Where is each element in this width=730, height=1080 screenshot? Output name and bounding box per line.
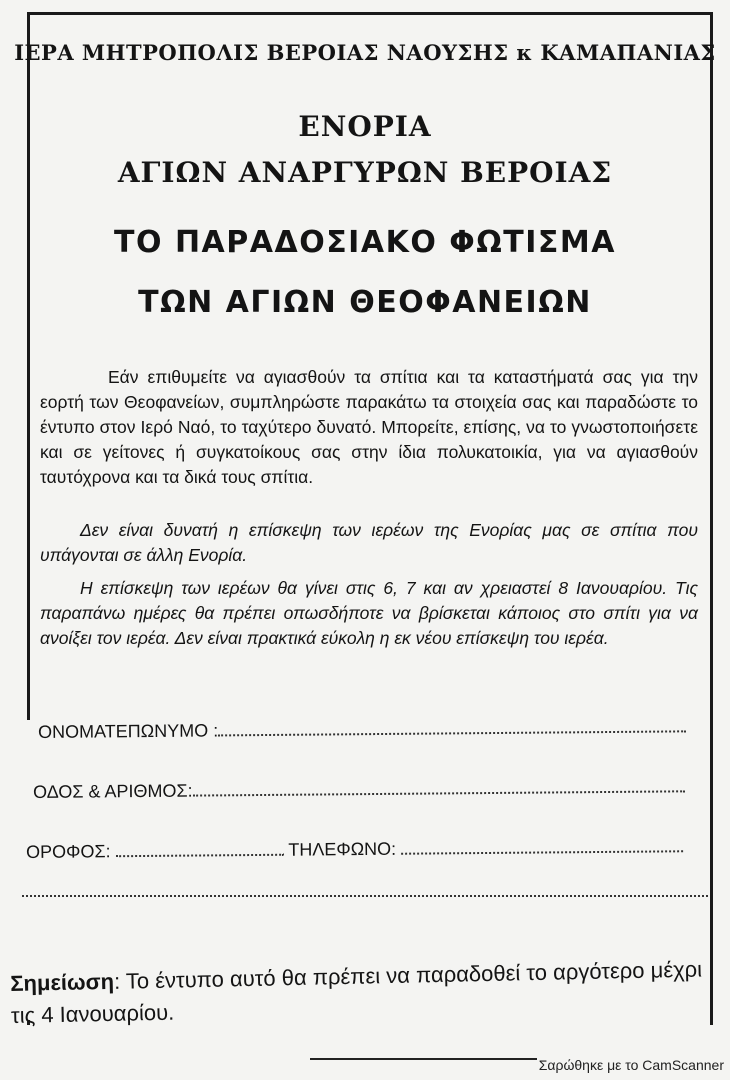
street-label: ΟΔΟΣ & ΑΡΙΘΜΟΣ: [33, 780, 193, 802]
floor-blank[interactable] [116, 844, 284, 857]
extra-blank-line[interactable] [22, 895, 708, 897]
name-blank[interactable] [218, 720, 686, 736]
intro-paragraph: Εάν επιθυμείτε να αγιασθούν τα σπίτια και τα καταστήματά σας για την εορτή των Θεοφανείων, συμπληρώστε παρακάτω τα στοιχεία σας και παραδώστε το έντυπο στον Ιερό Ναό, το ταχύτερο δυνατό. Μπορείτε, επίσης, να το γνωστοποιήσετε και σε γείτονες ή συγκατοίκους σας στην ίδια πολυκατοικία, για να αγιασθούν ταυτόχρονα και τα δικά τους σπίτια. [40, 367, 698, 487]
scanner-watermark: Σαρώθηκε με το CamScanner [538, 1057, 724, 1073]
parish-name: ΑΓΙΩΝ ΑΝΑΡΓΥΡΩΝ ΒΕΡΟΙΑΣ [117, 156, 613, 189]
note-label: Σημείωση [10, 968, 115, 996]
parish-limit-paragraph: Δεν είναι δυνατή η επίσκεψη των ιερέων της Ενορίας μας σε σπίτια που υπάγονται σε άλλη Ενορία. [40, 520, 698, 565]
phone-blank[interactable] [401, 840, 683, 854]
floor-label: ΟΡΟΦΟΣ: [26, 841, 111, 862]
parish-heading: ΕΝΟΡΙΑ [298, 110, 432, 143]
note-text: : Το έντυπο αυτό θα πρέπει να παραδοθεί το αργότερο μέχρι τις 4 Ιανουαρίου. [10, 956, 703, 1028]
phone-label: ΤΗΛΕΦΩΝΟ: [288, 838, 397, 860]
diocese-heading: ΙΕΡΑ ΜΗΤΡΟΠΟΛΙΣ ΒΕΡΟΙΑΣ ΝΑΟΥΣΗΣ κ ΚΑΜΑΠΑΝΙΑΣ [14, 40, 716, 65]
document-title-line1: ΤΟ ΠΑΡΑΔΟΣΙΑΚΟ ΦΩΤΙΣΜΑ [114, 225, 616, 260]
document-title-line2: ΤΩΝ ΑΓΙΩΝ ΘΕΟΦΑΝΕΙΩΝ [138, 285, 592, 320]
name-label: ΟΝΟΜΑΤΕΠΩΝΥΜΟ : [38, 720, 219, 742]
visit-dates-paragraph: Η επίσκεψη των ιερέων θα γίνει στις 6, 7 και αν χρειαστεί 8 Ιανουαρίου. Τις παραπάνω ημέρες θα πρέπει οπωσδήποτε να βρίσκεται κάποιος στο σπίτι για να ανοίξει τον ιερέα. Δεν είναι πρακτικά εύκολη η εκ νέου επίσκεψη του ιερέα. [40, 578, 698, 648]
street-blank[interactable] [193, 780, 685, 796]
